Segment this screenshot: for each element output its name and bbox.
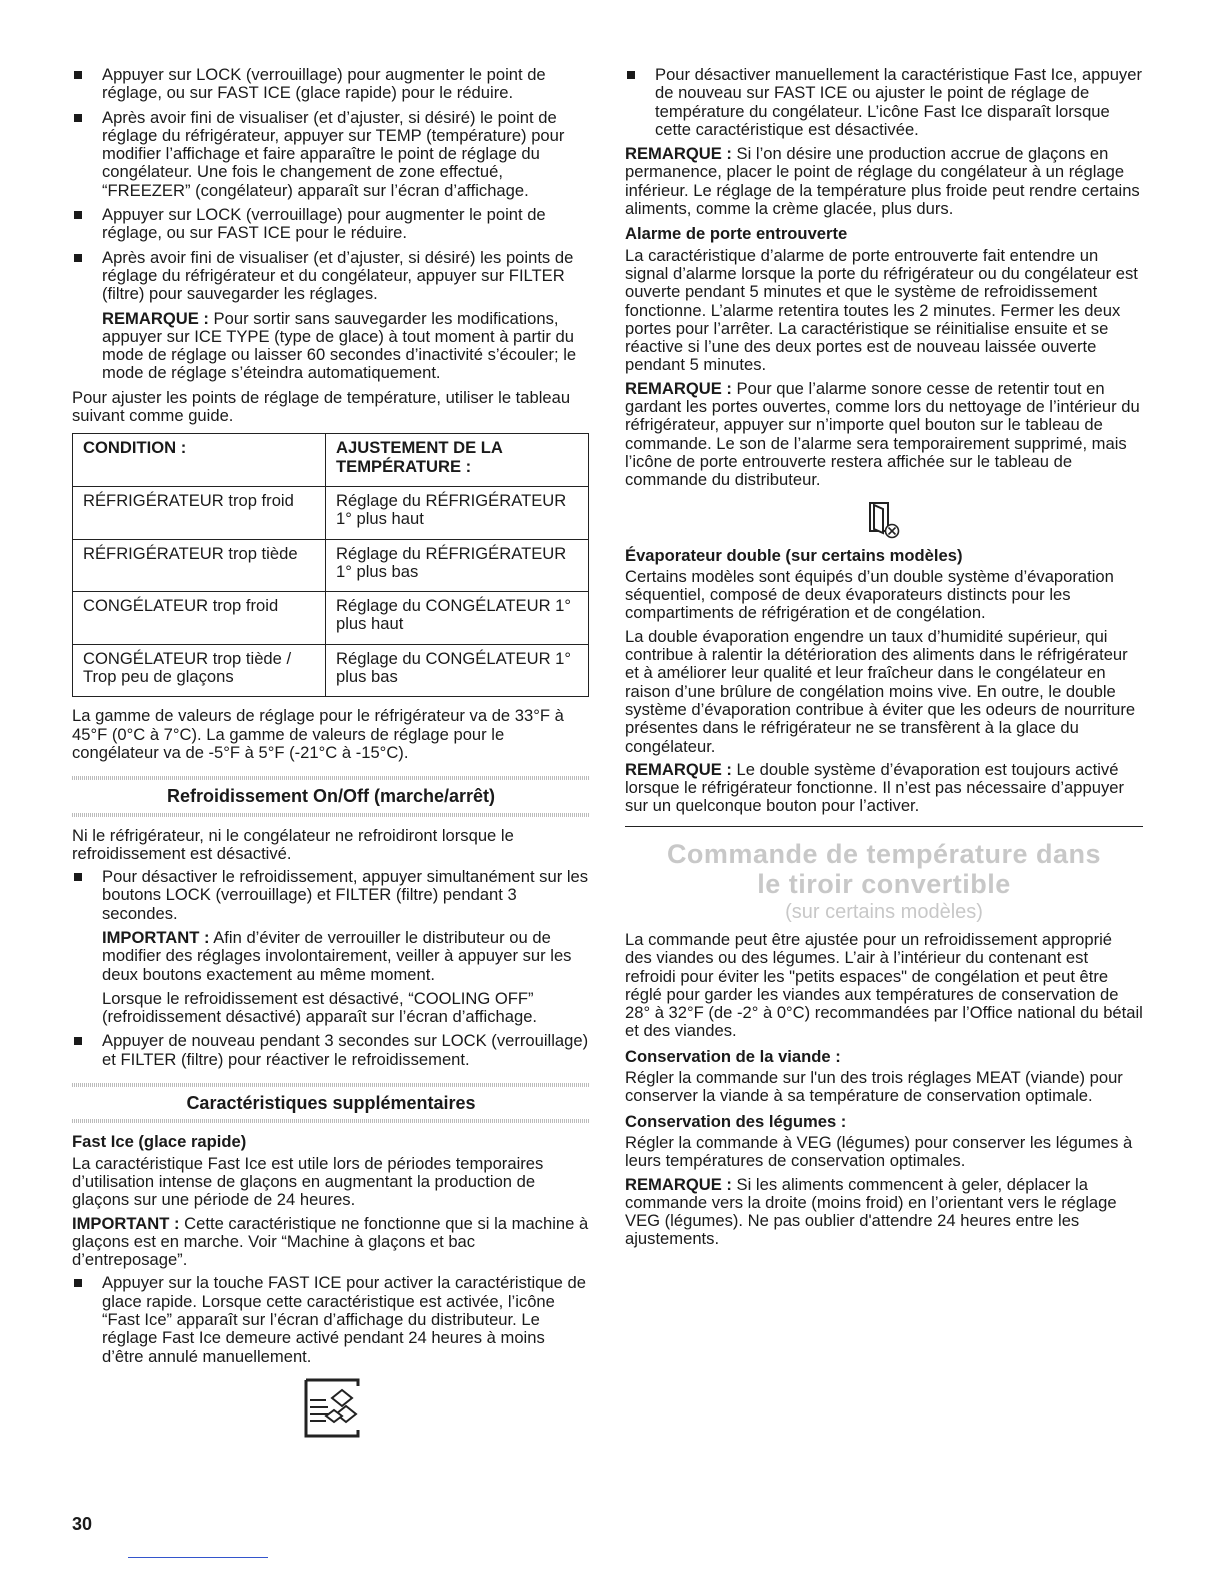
note-label: REMARQUE : <box>625 1174 732 1194</box>
table-cell: RÉFRIGÉRATEUR trop froid <box>73 486 326 539</box>
paragraph: Certains modèles sont équipés d’un double système d’évaporation séquentiel, composé de deux évaporateurs distincts pour les compartiments de réfrigération et de congélation. <box>625 566 1114 623</box>
list-item: Appuyer sur la touche FAST ICE pour activer la caractéristique de glace rapide. Lorsque cette caractéristique est activée, l’icône “Fast Ice” apparaît sur l’écran d’affichage du distributeur. Le réglage Fast Ice demeure activé pendant 24 heures à moins d’être annulé manuellement. <box>72 1274 590 1365</box>
paragraph: Régler la commande à VEG (légumes) pour conserver les légumes à leurs températures de conservation optimales. <box>625 1132 1133 1171</box>
note-paragraph <box>625 145 1143 218</box>
table-row <box>73 592 589 645</box>
header-adjust: AJUSTEMENT DE LA TEMPÉRATURE : <box>326 434 589 487</box>
table-cell: Réglage du CONGÉLATEUR 1° plus haut <box>326 592 589 645</box>
paragraph: Lorsque le refroidissement est désactivé, “COOLING OFF” (refroidissement désactivé) apparaît sur l’écran d’affichage. <box>102 988 538 1027</box>
note-label: REMARQUE : <box>625 378 732 398</box>
list-item: Après avoir fini de visualiser (et d’ajuster, si désiré) le point de réglage du réfrigérateur, appuyer sur TEMP (température) pour modifier l’affichage et faire apparaître le point de réglage du congélateur. Une fois le changement de zone effectué, “FREEZER” (congélateur) apparaît sur l’écran d’affichage. <box>72 109 590 200</box>
list-item: Appuyer de nouveau pendant 3 secondes sur LOCK (verrouillage) et FILTER (filtre) pour réactiver le refroidissement. <box>72 1032 590 1069</box>
table-header-row <box>73 434 589 487</box>
paragraph: Régler la commande sur l'un des trois réglages MEAT (viande) pour conserver la viande à sa température de conservation optimale. <box>625 1068 1123 1106</box>
paragraph: La commande peut être ajustée pour un refroidissement approprié des viandes ou des légumes. L’air à l’intérieur du contenant est refroidi pour éviter les "petits espaces" de congélation et peut être réglé pour garder les viandes aux températures de conservation de 28° à 32°F (de -2° à 0°C) recommandées par l’Office national du bétail et des viandes. <box>625 929 1143 1041</box>
title-line-1: Commande de température dans <box>666 838 1102 869</box>
table-row <box>73 486 589 539</box>
note-label: REMARQUE : <box>625 144 732 164</box>
subheading-evaporator: Évaporateur double (sur certains modèles) <box>625 545 963 565</box>
range-paragraph: La gamme de valeurs de réglage pour le réfrigérateur va de 33°F à 45°F (0°C à 7°C). La gamme de valeurs de réglage pour le congélateur va de -5°F à 5°F (-21°C à -15°C). <box>72 706 564 762</box>
fast-ice-icon <box>298 1376 364 1440</box>
important-paragraph <box>72 929 590 984</box>
note-text: Si les aliments commencent à geler, déplacer la commande vers la droite (moins froid) en l’orientant vers le réglage VEG (légumes). Ne pas oublier d'attendre 24 heures entre les ajustements. <box>625 1174 1117 1249</box>
note-paragraph <box>625 1176 1143 1249</box>
door-ajar-icon <box>867 500 901 540</box>
list-item: Pour désactiver manuellement la caractéristique Fast Ice, appuyer de nouveau sur FAST ICE ou ajuster le point de réglage de température du congélateur. L’icône Fast Ice disparaît lorsque cette caractéristique est désactivée. <box>625 66 1143 139</box>
list-item: Pour désactiver le refroidissement, appuyer simultanément sur les boutons LOCK (verrouillage) et FILTER (filtre) pendant 3 secondes. <box>72 868 590 923</box>
paragraph: Ni le réfrigérateur, ni le congélateur ne refroidiront lorsque le refroidissement est désactivé. <box>72 825 514 863</box>
paragraph: La caractéristique d’alarme de porte entrouverte fait entendre un signal d’alarme lorsque la porte du réfrigérateur ou du congélateur est ouverte pendant 5 minutes et que le système de refroidissement fonctionne. L’alarme retentira toutes les 2 minutes. Fermer les deux portes pour l’arrêter. La caractéristique se réinitialise ensuite et se réactive si l’une des deux portes est de nouveau laissée ouverte pendant 5 minutes. <box>625 245 1138 375</box>
subheading-door-alarm: Alarme de porte entrouverte <box>625 224 848 244</box>
list-item: Appuyer sur LOCK (verrouillage) pour augmenter le point de réglage, ou sur FAST ICE pour le réduire. <box>72 206 590 243</box>
drawer-section-title <box>625 839 1143 899</box>
drawer-section-subtitle: (sur certains modèles) <box>785 900 983 923</box>
table-cell: Réglage du CONGÉLATEUR 1° plus bas <box>326 644 589 697</box>
note-text: Si l’on désire une production accrue de glaçons en permanence, placer le point de réglage du congélateur à un réglage inférieur. Le réglage de la température plus froide peut rendre certains aliments, comme la crème glacée, plus durs. <box>625 144 1140 219</box>
note-label: REMARQUE : <box>102 308 209 328</box>
header-condition: CONDITION : <box>73 434 326 487</box>
paragraph: La caractéristique Fast Ice est utile lors de périodes temporaires d’utilisation intense de glaçons en augmentant la production de glaçons sur une période de 24 heures. <box>72 1153 544 1210</box>
page-number: 30 <box>72 1514 93 1534</box>
subheading-veg: Conservation des légumes : <box>625 1111 847 1131</box>
note-paragraph <box>72 310 590 383</box>
table-row <box>73 539 589 592</box>
subheading-fast-ice: Fast Ice (glace rapide) <box>72 1132 247 1152</box>
section-heading-features: Caractéristiques supplémentaires <box>72 1083 590 1123</box>
left-column <box>72 66 590 1440</box>
temperature-table <box>72 433 589 697</box>
important-text: Afin d’éviter de verrouiller le distributeur ou de modifier des réglages involontairement, veiller à appuyer sur les deux boutons exactement au même moment. <box>102 927 572 984</box>
subheading-meat: Conservation de la viande : <box>625 1046 841 1066</box>
important-text: Cette caractéristique ne fonctionne que si la machine à glaçons est en marche. Voir “Machine à glaçons et bac d’entreposage”. <box>72 1213 589 1270</box>
note-paragraph <box>625 380 1143 490</box>
note-text: Le double système d’évaporation est toujours activé lorsque le réfrigérateur fonctionne. Il n’est pas nécessaire d’appuyer sur un quelconque bouton pour l’activer. <box>625 759 1125 816</box>
list-item: Après avoir fini de visualiser (et d’ajuster, si désiré) les points de réglage du réfrigérateur et du congélateur, appuyer sur FILTER (filtre) pour sauvegarder les réglages. <box>72 249 590 304</box>
divider <box>625 826 1143 827</box>
table-intro: Pour ajuster les points de réglage de température, utiliser le tableau suivant comme guide. <box>72 387 571 426</box>
note-text: Pour que l’alarme sonore cesse de retentir tout en gardant les portes ouvertes, comme lors du nettoyage de l’intérieur du réfrigérateur, appuyer sur n’importe quel bouton sur le tableau de commande. Le son de l’alarme sera temporairement supprimé, mais l’icône de porte entrouverte restera affichée sur le tableau de commande du distributeur. <box>625 378 1140 490</box>
table-cell: RÉFRIGÉRATEUR trop tiède <box>73 539 326 592</box>
table-cell: Réglage du RÉFRIGÉRATEUR 1° plus bas <box>326 539 589 592</box>
paragraph: La double évaporation engendre un taux d’humidité supérieur, qui contribue à ralentir la détérioration des aliments dans le réfrigérateur et à améliorer leur qualité et leur fraîcheur dans le congélateur en raison d’une brûlure de congélation moins vive. En outre, le double système d’évaporation contribue à éviter que les odeurs de nourriture présentes dans le réfrigérateur ne se transfèrent à la glace du congélateur. <box>625 626 1136 756</box>
table-cell: CONGÉLATEUR trop froid <box>73 592 326 645</box>
note-paragraph <box>625 761 1143 816</box>
table-cell: CONGÉLATEUR trop tiède / Trop peu de glaçons <box>73 644 326 697</box>
bottom-rule <box>128 1557 268 1558</box>
table-row <box>73 644 589 697</box>
title-line-2: le tiroir convertible <box>757 868 1011 899</box>
list-item: Appuyer sur LOCK (verrouillage) pour augmenter le point de réglage, ou sur FAST ICE (glace rapide) pour le réduire. <box>72 66 590 103</box>
important-label: IMPORTANT : <box>102 927 210 947</box>
table-cell: Réglage du RÉFRIGÉRATEUR 1° plus haut <box>326 486 589 539</box>
section-heading-cooling: Refroidissement On/Off (marche/arrêt) <box>72 776 590 816</box>
important-paragraph <box>72 1215 590 1270</box>
note-text: Pour sortir sans sauvegarder les modifications, appuyer sur ICE TYPE (type de glace) à tout moment à partir du mode de réglage ou laisser 60 secondes d’inactivité s’écouler; le mode de réglage s’éteindra automatiquement. <box>102 308 577 383</box>
important-label: IMPORTANT : <box>72 1213 180 1233</box>
note-label: REMARQUE : <box>625 759 732 779</box>
right-column <box>625 66 1143 1254</box>
